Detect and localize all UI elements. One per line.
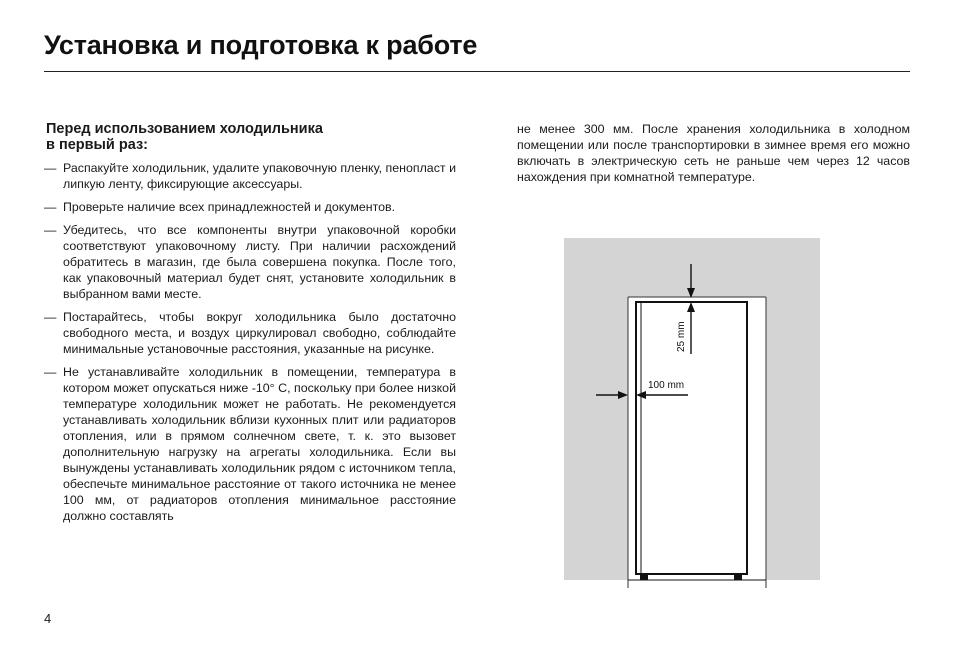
- page-number: 4: [44, 611, 52, 626]
- dash-marker: —: [44, 161, 57, 175]
- list-item-text: Убедитесь, что все компоненты внутри упаковочной коробки соответствуют упаковочному листу. При наличии расхождений обратитесь в магазин, где была совершена покупка. После того, как упаковочный материал будет снят, установите холодильник в выбранном вами месте.: [63, 223, 456, 301]
- dash-marker: —: [44, 365, 57, 379]
- list-item-text: Не устанавливайте холодильник в помещении, температура в котором может опускаться ниже -10° С, поскольку при более низкой температуре холодильник может не работать. Не рекомендуется устанавливать холодильник вблизи кухонных плит или радиаторов отопления, или в прямом солнечном свете, т. к. это вызовет дополнительную нагрузку на агрегаты холодильника. Если вы вынуждены устанавливать холодильник рядом с источником тепла, обеспечьте минимальное расстояние от такого источника не менее 100 мм, от радиаторов отопления минимальное расстояние должно составлять: [63, 365, 456, 523]
- dash-marker: —: [44, 223, 57, 237]
- list-item: [44, 222, 456, 302]
- list-item: [44, 160, 456, 192]
- list-item: [44, 309, 456, 357]
- list-item-text: Проверьте наличие всех принадлежностей и документов.: [63, 200, 396, 214]
- label-top-gap: 25 mm: [676, 321, 687, 352]
- instruction-list: [44, 160, 456, 524]
- clearance-diagram: [564, 238, 820, 588]
- list-item-text: Распакуйте холодильник, удалите упаковочную пленку, пенопласт и липкую ленту, фиксирующие аксессуары.: [63, 161, 456, 191]
- list-item: [44, 364, 456, 524]
- list-item: [44, 199, 456, 215]
- label-side-gap: 100 mm: [648, 380, 685, 391]
- list-item-text: Постарайтесь, чтобы вокруг холодильника было достаточно свободного места, и воздух циркулировал свободно, соблюдайте минимальные установочные расстояния, указанные на рисунке.: [63, 310, 456, 356]
- title-divider: [44, 71, 910, 72]
- fridge-foot-right: [734, 574, 742, 580]
- section-heading-line2: в первый раз:: [46, 137, 148, 153]
- section-heading-line1: Перед использованием холодильника: [46, 121, 323, 137]
- continuation-paragraph: не менее 300 мм. После хранения холодильника в холодном помещении или после транспортировки в зимнее время его можно включать в электрическую сеть не раньше чем через 12 часов нахождения при комнатной температуре.: [517, 122, 910, 184]
- left-column: [44, 121, 456, 531]
- section-heading: [46, 121, 456, 153]
- fridge-foot-left: [640, 574, 648, 580]
- dash-marker: —: [44, 200, 57, 214]
- page-title: Установка и подготовка к работе: [44, 30, 478, 60]
- dash-marker: —: [44, 310, 57, 324]
